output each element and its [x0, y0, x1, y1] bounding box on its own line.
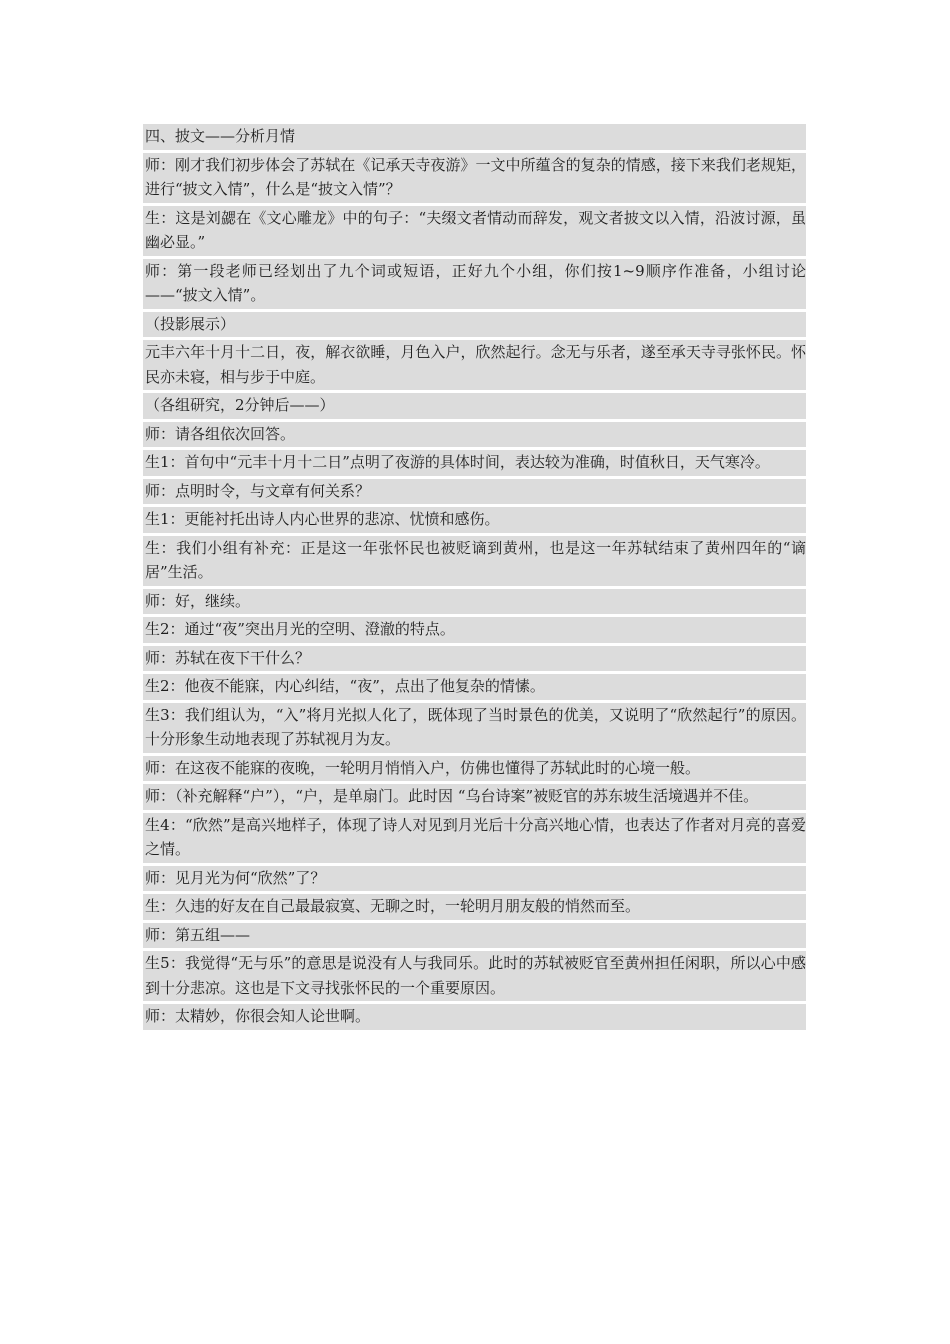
dialogue-line: 师：见月光为何“欣然”了？ — [143, 866, 806, 892]
dialogue-line: 师：点明时令，与文章有何关系？ — [143, 479, 806, 505]
dialogue-line: 师：在这夜不能寐的夜晚，一轮明月悄悄入户，仿佛也懂得了苏轼此时的心境一般。 — [143, 756, 806, 782]
dialogue-line: 师：第一段老师已经划出了九个词或短语，正好九个小组，你们按1~9顺序作准备，小组讨论——“披文入情”。 — [143, 259, 806, 309]
section-heading: 四、披文——分析月情 — [143, 124, 806, 150]
dialogue-line: 师：（补充解释“户”），“户，是单扇门。此时因 “乌台诗案”被贬官的苏东坡生活境遇并不佳。 — [143, 784, 806, 810]
dialogue-line: 生：久违的好友在自己最最寂寞、无聊之时，一轮明月朋友般的悄然而至。 — [143, 894, 806, 920]
dialogue-line: 生1：首句中“元丰十月十二日”点明了夜游的具体时间，表达较为准确，时值秋日，天气寒冷。 — [143, 450, 806, 476]
dialogue-line: 生3：我们组认为，“入”将月光拟人化了，既体现了当时景色的优美，又说明了“欣然起行”的原因。十分形象生动地表现了苏轼视月为友。 — [143, 703, 806, 753]
stage-note: （投影展示） — [143, 312, 806, 338]
dialogue-line: 师：苏轼在夜下干什么？ — [143, 646, 806, 672]
quoted-passage: 元丰六年十月十二日，夜，解衣欲睡，月色入户，欣然起行。念无与乐者，遂至承天寺寻张怀民。怀民亦未寝，相与步于中庭。 — [143, 340, 806, 390]
dialogue-line: 生2：通过“夜”突出月光的空明、澄澈的特点。 — [143, 617, 806, 643]
stage-note: （各组研究，2分钟后——） — [143, 393, 806, 419]
dialogue-line: 师：第五组—— — [143, 923, 806, 949]
dialogue-line: 师：太精妙，你很会知人论世啊。 — [143, 1004, 806, 1030]
dialogue-line: 生1：更能衬托出诗人内心世界的悲凉、忧愤和感伤。 — [143, 507, 806, 533]
dialogue-line: 师：好，继续。 — [143, 589, 806, 615]
dialogue-line: 师：刚才我们初步体会了苏轼在《记承天寺夜游》一文中所蕴含的复杂的情感，接下来我们老规矩，进行“披文入情”，什么是“披文入情”？ — [143, 153, 806, 203]
document-body — [143, 124, 806, 1033]
dialogue-line: 生4：“欣然”是高兴地样子，体现了诗人对见到月光后十分高兴地心情，也表达了作者对月亮的喜爱之情。 — [143, 813, 806, 863]
dialogue-line: 生：这是刘勰在《文心雕龙》中的句子：“夫缀文者情动而辞发，观文者披文以入情，沿波讨源，虽幽必显。” — [143, 206, 806, 256]
dialogue-line: 生：我们小组有补充：正是这一年张怀民也被贬谪到黄州，也是这一年苏轼结束了黄州四年的“谪居”生活。 — [143, 536, 806, 586]
dialogue-line: 生2：他夜不能寐，内心纠结，“夜”，点出了他复杂的情愫。 — [143, 674, 806, 700]
dialogue-line: 生5：我觉得“无与乐”的意思是说没有人与我同乐。此时的苏轼被贬官至黄州担任闲职，所以心中感到十分悲凉。这也是下文寻找张怀民的一个重要原因。 — [143, 951, 806, 1001]
dialogue-line: 师：请各组依次回答。 — [143, 422, 806, 448]
